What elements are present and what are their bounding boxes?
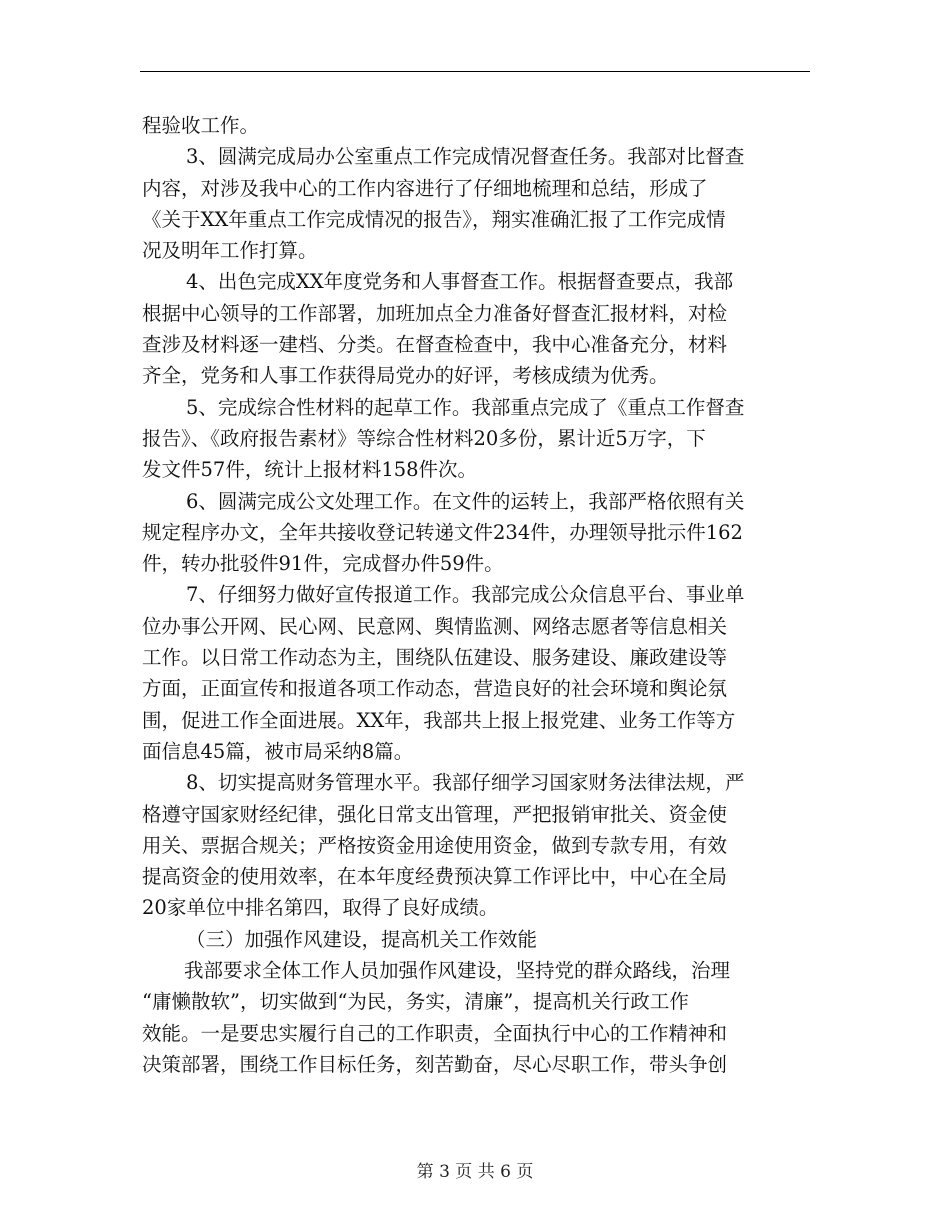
text-line: 面信息45篇，被市局采纳8篇。 [142,739,414,763]
text-line: 用关、票据合规关；严格按资金用途使用资金，做到专款专用，有效 [142,833,728,857]
text-line: 4、出色完成XX年度党务和人事督查工作。根据督查要点，我部 [186,270,734,294]
text-line: 况及明年工作打算。 [142,239,318,263]
text-line: 根据中心领导的工作部署，加班加点全力准备好督查汇报材料，对检 [142,301,728,325]
header-rule [140,71,810,72]
text-line: 规定程序办文，全年共接收登记转递文件234件，办理领导批示件162 [142,520,743,544]
text-line: 3、圆满完成局办公室重点工作完成情况督查任务。我部对比督查 [186,145,745,169]
text-line: （三）加强作风建设，提高机关工作效能 [186,927,538,951]
text-line: 查涉及材料逐一建档、分类。在督查检查中，我中心准备充分，材料 [142,333,728,357]
text-line: 决策部署，围绕工作目标任务，刻苦勤奋，尽心尽职工作，带头争创 [142,1052,728,1076]
text-line: 5、完成综合性材料的起草工作。我部重点完成了《重点工作督查 [186,395,745,419]
text-line: 提高资金的使用效率，在本年度经费预决算工作评比中，中心在全局 [142,865,728,889]
text-line: 《关于XX年重点工作完成情况的报告》，翔实准确汇报了工作完成情 [142,207,726,231]
text-line: 位办事公开网、民心网、民意网、舆情监测、网络志愿者等信息相关 [142,614,728,638]
text-line: 件，转办批驳件91件，完成督办件59件。 [142,552,504,576]
text-line: 我部要求全体工作人员加强作风建设，坚持党的群众路线，治理 [184,959,731,983]
text-line: 20家单位中排名第四，取得了良好成绩。 [142,896,499,920]
text-line: 工作。以日常工作动态为主，围绕队伍建设、服务建设、廉政建设等 [142,646,728,670]
page-footer: 第 3 页 共 6 页 [416,1162,534,1182]
text-line: “庸懒散软”，切实做到“为民，务实，清廉”，提高机关行政工作 [142,990,689,1014]
text-line: 程验收工作。 [142,114,260,137]
text-line: 齐全，党务和人事工作获得局党办的好评，考核成绩为优秀。 [142,364,669,388]
text-line: 7、仔细努力做好宣传报道工作。我部完成公众信息平台、事业单 [186,583,745,607]
text-line: 发文件57件，统计上报材料158件次。 [142,458,478,482]
text-line: 内容，对涉及我中心的工作内容进行了仔细地梳理和总结，形成了 [142,176,708,200]
text-line: 格遵守国家财经纪律，强化日常支出管理，严把报销审批关、资金使 [142,802,728,826]
text-line: 围，促进工作全面进展。XX年，我部共上报上报党建、业务工作等方 [142,708,736,732]
document-body [142,110,807,1080]
text-line: 6、圆满完成公文处理工作。在文件的运转上，我部严格依照有关 [186,489,745,513]
text-line: 8、切实提高财务管理水平。我部仔细学习国家财务法律法规，严 [186,771,745,795]
text-line: 效能。一是要忠实履行自己的工作职责，全面执行中心的工作精神和 [142,1021,728,1045]
text-line: 报告》、《政府报告素材》等综合性材料20多份，累计近5万字，下 [142,426,706,450]
text-line: 方面，正面宣传和报道各项工作动态，营造良好的社会环境和舆论氛 [142,677,728,701]
